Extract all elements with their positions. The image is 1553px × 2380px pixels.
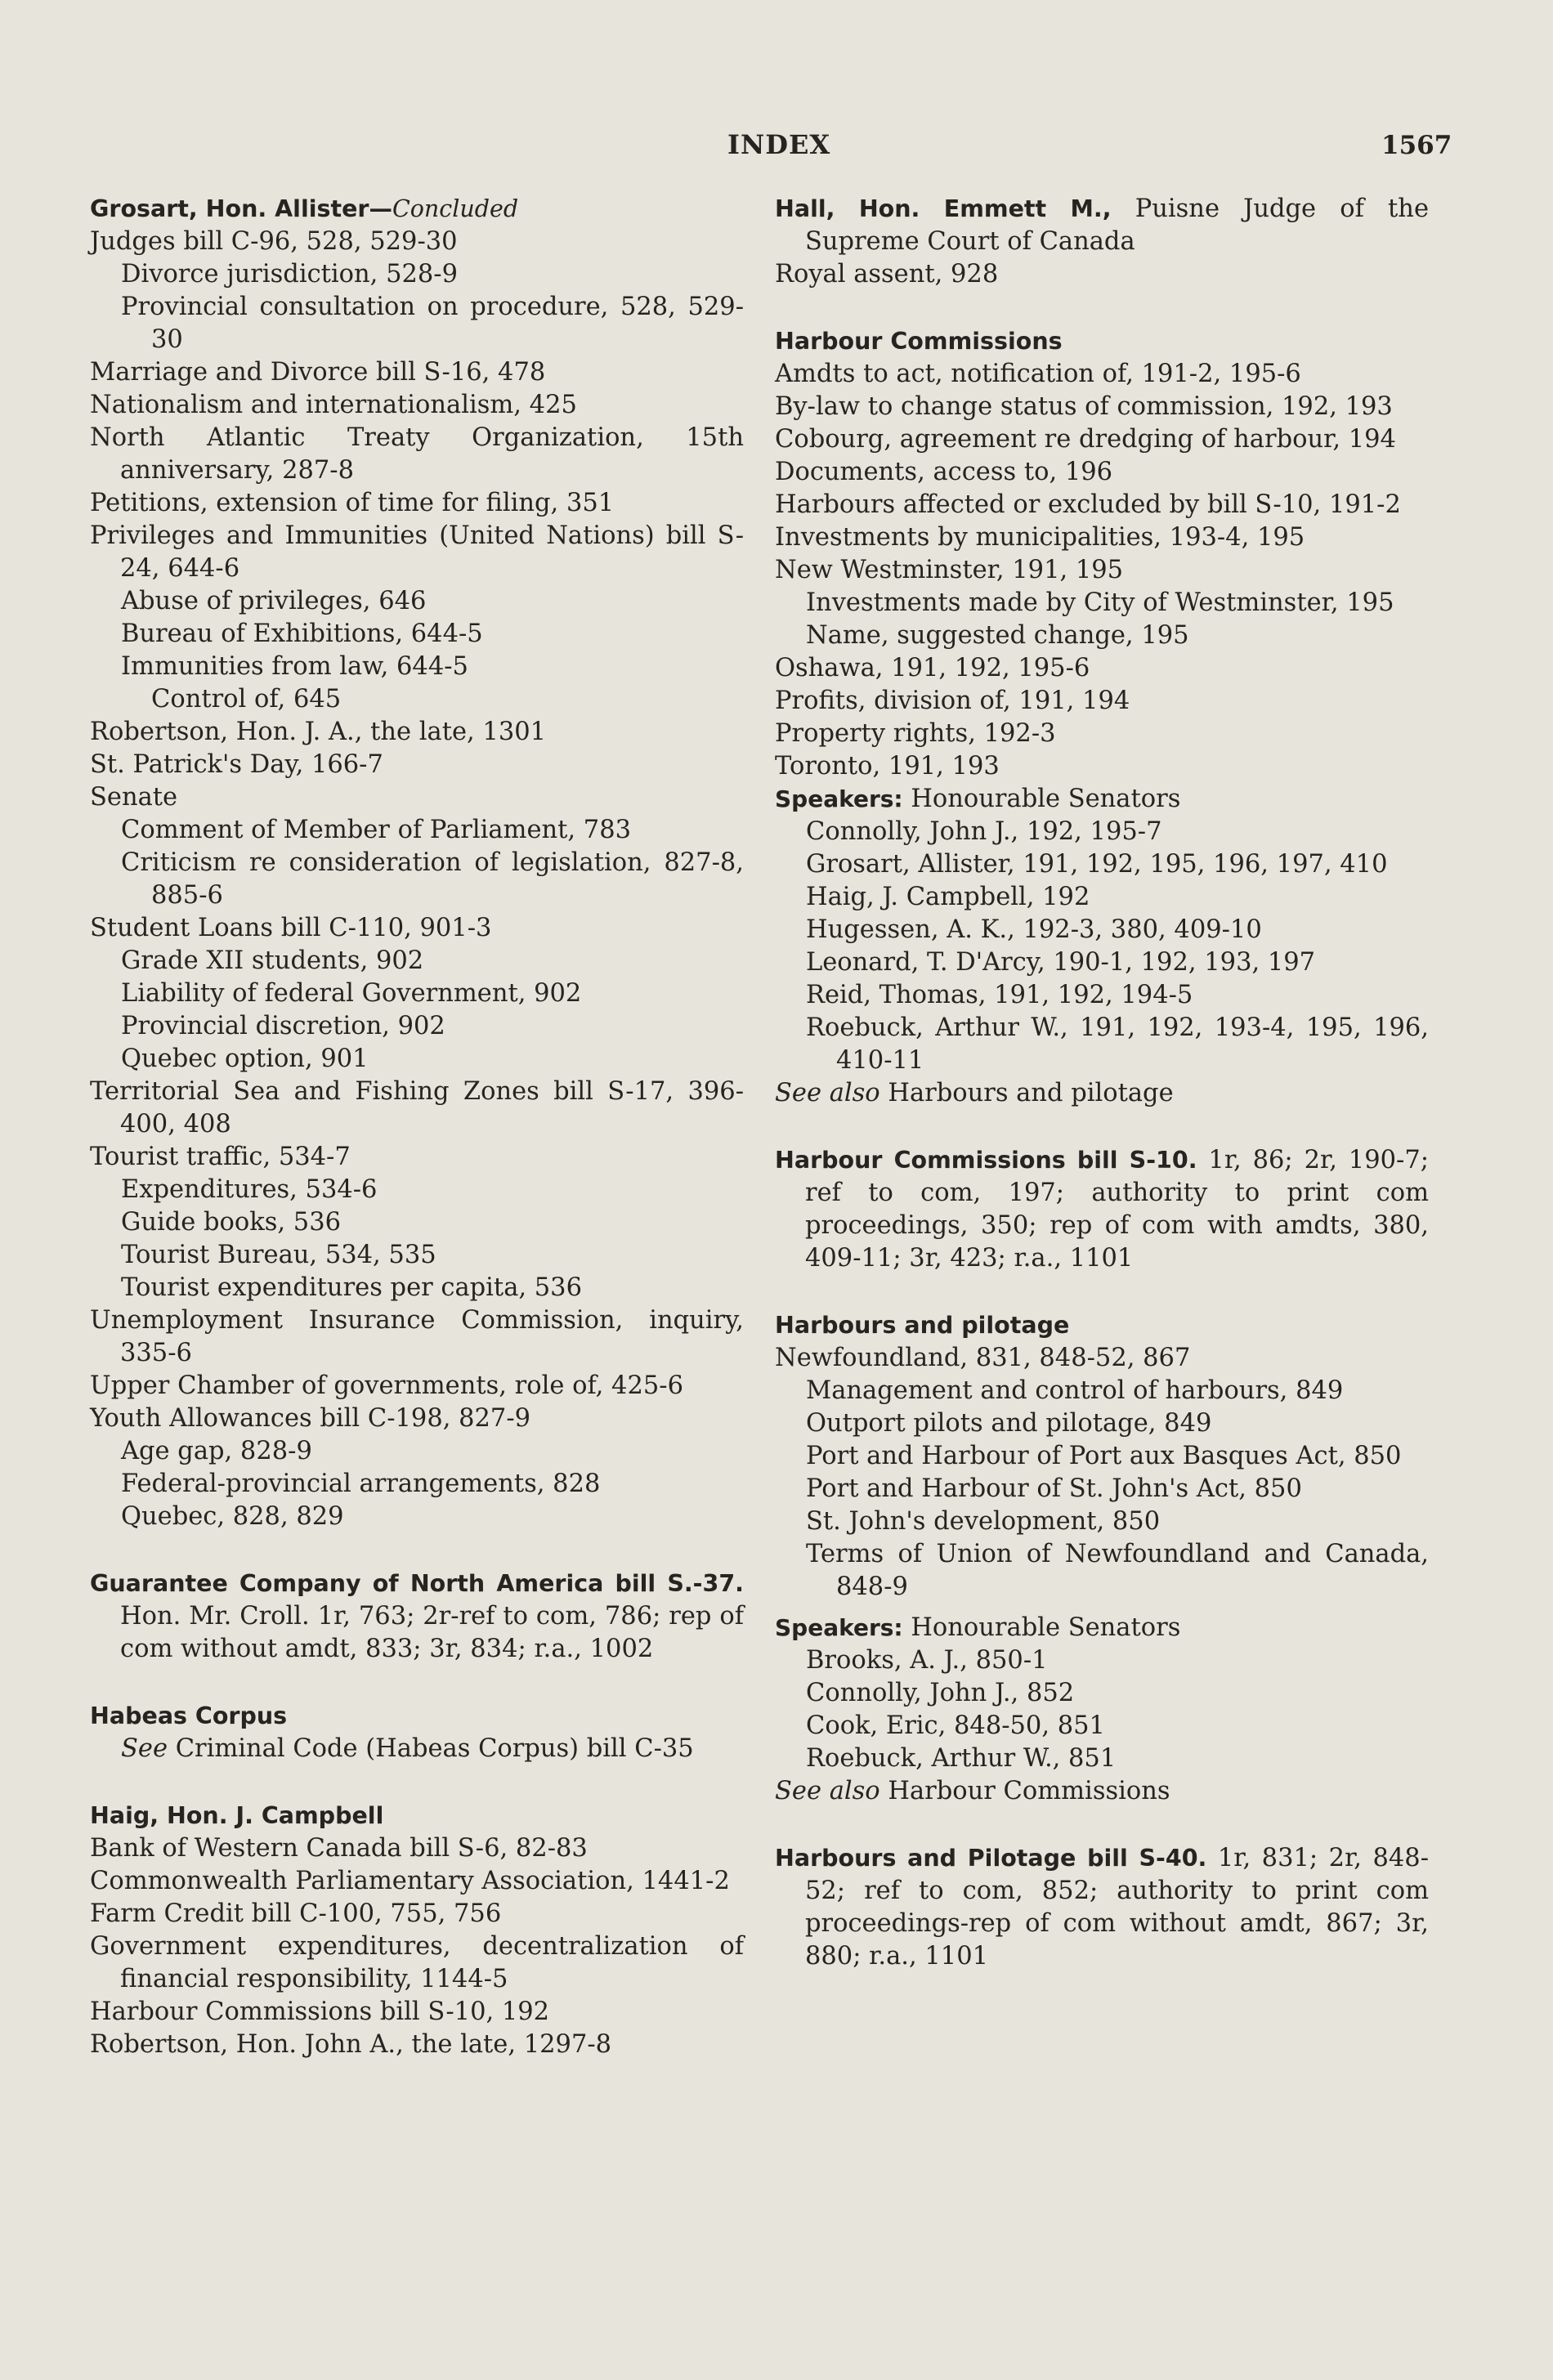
subentry: Documents, access to, 196 [775,458,1113,486]
subentry: Quebec, 828, 829 [121,1502,344,1531]
subentry: Government expenditures, decentralization of financial responsibility, 1144-5 [90,1932,744,1993]
subentry: St. Patrick's Day, 166-7 [90,750,383,779]
entry-heading: Harbours and Pilotage bill S-40. 1r, 831; 2r, 848-52; ref to com, 852; authority to print com proceedings-rep of com without amdt, 867; 3r, 880; r.a., 1101 [775,1844,1430,1971]
subentry: Investments made by City of Westminster, 195 [806,588,1394,617]
entry-heading: Harbour Commissions [775,328,1063,355]
running-head-title: INDEX [727,129,831,160]
subentry: Farm Credit bill C-100, 755, 756 [90,1899,502,1928]
subentry: Quebec option, 901 [121,1045,369,1073]
entry-heading: Hall, Hon. Emmett M., Puisne Judge of the Supreme Court of Canada [775,195,1429,256]
subentry: Name, suggested change, 195 [806,621,1189,650]
subentry: Grade XII students, 902 [121,946,424,975]
subentry: Tourist expenditures per capita, 536 [121,1273,582,1302]
speaker-item: Haig, J. Campbell, 192 [806,883,1090,911]
subentry: Marriage and Divorce bill S-16, 478 [90,358,546,387]
subentry: Territorial Sea and Fishing Zones bill S-17, 396-400, 408 [90,1077,744,1139]
entry-heading: Grosart, Hon. Allister—Concluded [90,195,519,222]
subentry: Investments by municipalities, 193-4, 195 [775,523,1305,552]
subentry: Federal-provincial arrangements, 828 [121,1470,601,1498]
subentry: Abuse of privileges, 646 [121,587,427,615]
subentry: Guide books, 536 [121,1208,342,1237]
speaker-item: Reid, Thomas, 191, 192, 194-5 [806,981,1193,1009]
subentry: Bureau of Exhibitions, 644-5 [121,620,483,648]
subentry: Bank of Western Canada bill S-6, 82-83 [90,1834,588,1863]
subentry: Tourist Bureau, 534, 535 [121,1241,436,1269]
subentry: Outport pilots and pilotage, 849 [806,1409,1212,1438]
entry-heading: Haig, Hon. J. Campbell [90,1802,384,1829]
subentry: Property rights, 192-3 [775,719,1056,748]
subentry: Harbours affected or excluded by bill S-10, 191-2 [775,490,1401,519]
subentry: Divorce jurisdiction, 528-9 [121,260,458,289]
subentry: Unemployment Insurance Commission, inquiry, 335-6 [90,1306,744,1367]
entry-heading: Harbour Commissions bill S-10. 1r, 86; 2r, 190-7; ref to com, 197; authority to print com proceedings, 350; rep of com with amdts, 380, 409-11; 3r, 423; r.a., 1101 [775,1146,1429,1273]
subentry: Commonwealth Parliamentary Association, 1441-2 [90,1867,730,1895]
subentry: St. John's development, 850 [806,1507,1161,1536]
subentry: Control of, 645 [151,685,342,714]
speakers-label: Speakers: Honourable Senators [775,1613,1181,1642]
subentry: Toronto, 191, 193 [775,752,1000,781]
speaker-item: Grosart, Allister, 191, 192, 195, 196, 197, 410 [806,850,1388,879]
speaker-item: Cook, Eric, 848-50, 851 [806,1711,1105,1740]
subentry: Harbour Commissions bill S-10, 192 [90,1998,550,2026]
subentry: Privileges and Immunities (United Nations) bill S-24, 644-6 [90,521,744,583]
speaker-item: Leonard, T. D'Arcy, 190-1, 192, 193, 197 [806,948,1316,977]
left-column [90,193,744,2061]
subentry: Oshawa, 191, 192, 195-6 [775,654,1090,682]
speaker-item: Roebuck, Arthur W., 851 [806,1744,1117,1773]
speaker-item: Connolly, John J., 852 [806,1679,1075,1707]
right-column [775,193,1429,1973]
subentry: Judges bill C-96, 528, 529-30 [90,227,458,256]
subentry: Age gap, 828-9 [121,1437,312,1465]
speakers-label: Speakers: Honourable Senators [775,785,1181,813]
subentry: North Atlantic Treaty Organization, 15th anniversary, 287-8 [90,423,744,485]
entry-heading: Harbours and pilotage [775,1312,1070,1339]
subentry: New Westminster, 191, 195 [775,556,1124,584]
subentry: Senate [90,783,178,812]
subentry: Terms of Union of Newfoundland and Canada, 848-9 [806,1540,1429,1601]
subentry: Royal assent, 928 [775,260,999,289]
entry-heading: Guarantee Company of North America bill S.-37. Hon. Mr. Croll. 1r, 763; 2r-ref to com, 786; rep of com without amdt, 833; 3r, 834; r.a., 1002 [90,1570,744,1663]
subentry: Criticism re consideration of legislation, 827-8, 885-6 [121,848,744,910]
see-reference: See also Harbour Commissions [775,1777,1170,1805]
subentry: Nationalism and internationalism, 425 [90,391,577,419]
subentry: Student Loans bill C-110, 901-3 [90,914,492,942]
page-number: 1567 [1381,131,1452,160]
subentry: Management and control of harbours, 849 [806,1376,1344,1405]
subentry: Cobourg, agreement re dredging of harbour, 194 [775,425,1396,454]
speaker-item: Roebuck, Arthur W., 191, 192, 193-4, 195, 196, 410-11 [806,1013,1429,1075]
speaker-item: Hugessen, A. K., 192-3, 380, 409-10 [806,915,1262,944]
entry-heading: Habeas Corpus [90,1702,288,1729]
subentry: Port and Harbour of St. John's Act, 850 [806,1474,1302,1503]
subentry: Comment of Member of Parliament, 783 [121,816,632,844]
subentry: Newfoundland, 831, 848-52, 867 [775,1344,1191,1372]
subentry: Upper Chamber of governments, role of, 425-6 [90,1371,683,1400]
see-reference: See Criminal Code (Habeas Corpus) bill C-35 [121,1734,694,1763]
subentry: Port and Harbour of Port aux Basques Act, 850 [806,1442,1402,1470]
subentry: Robertson, Hon. John A., the late, 1297-8 [90,2030,612,2059]
see-reference: See also Harbours and pilotage [775,1079,1174,1107]
subentry: Provincial discretion, 902 [121,1012,445,1040]
speaker-item: Connolly, John J., 192, 195-7 [806,817,1162,846]
subentry: Provincial consultation on procedure, 528, 529-30 [121,293,744,354]
subentry: Immunities from law, 644-5 [121,652,468,681]
subentry: Petitions, extension of time for filing, 351 [90,489,615,517]
subentry: Robertson, Hon. J. A., the late, 1301 [90,718,547,746]
speaker-item: Brooks, A. J., 850-1 [806,1646,1048,1675]
subentry: Amdts to act, notification of, 191-2, 195-6 [775,360,1301,388]
subentry: Expenditures, 534-6 [121,1175,378,1204]
subentry: Liability of federal Government, 902 [121,979,582,1008]
subentry: Profits, division of, 191, 194 [775,687,1130,715]
subentry: Youth Allowances bill C-198, 827-9 [90,1404,531,1433]
subentry: By-law to change status of commission, 192, 193 [775,392,1393,421]
subentry: Tourist traffic, 534-7 [90,1143,351,1171]
